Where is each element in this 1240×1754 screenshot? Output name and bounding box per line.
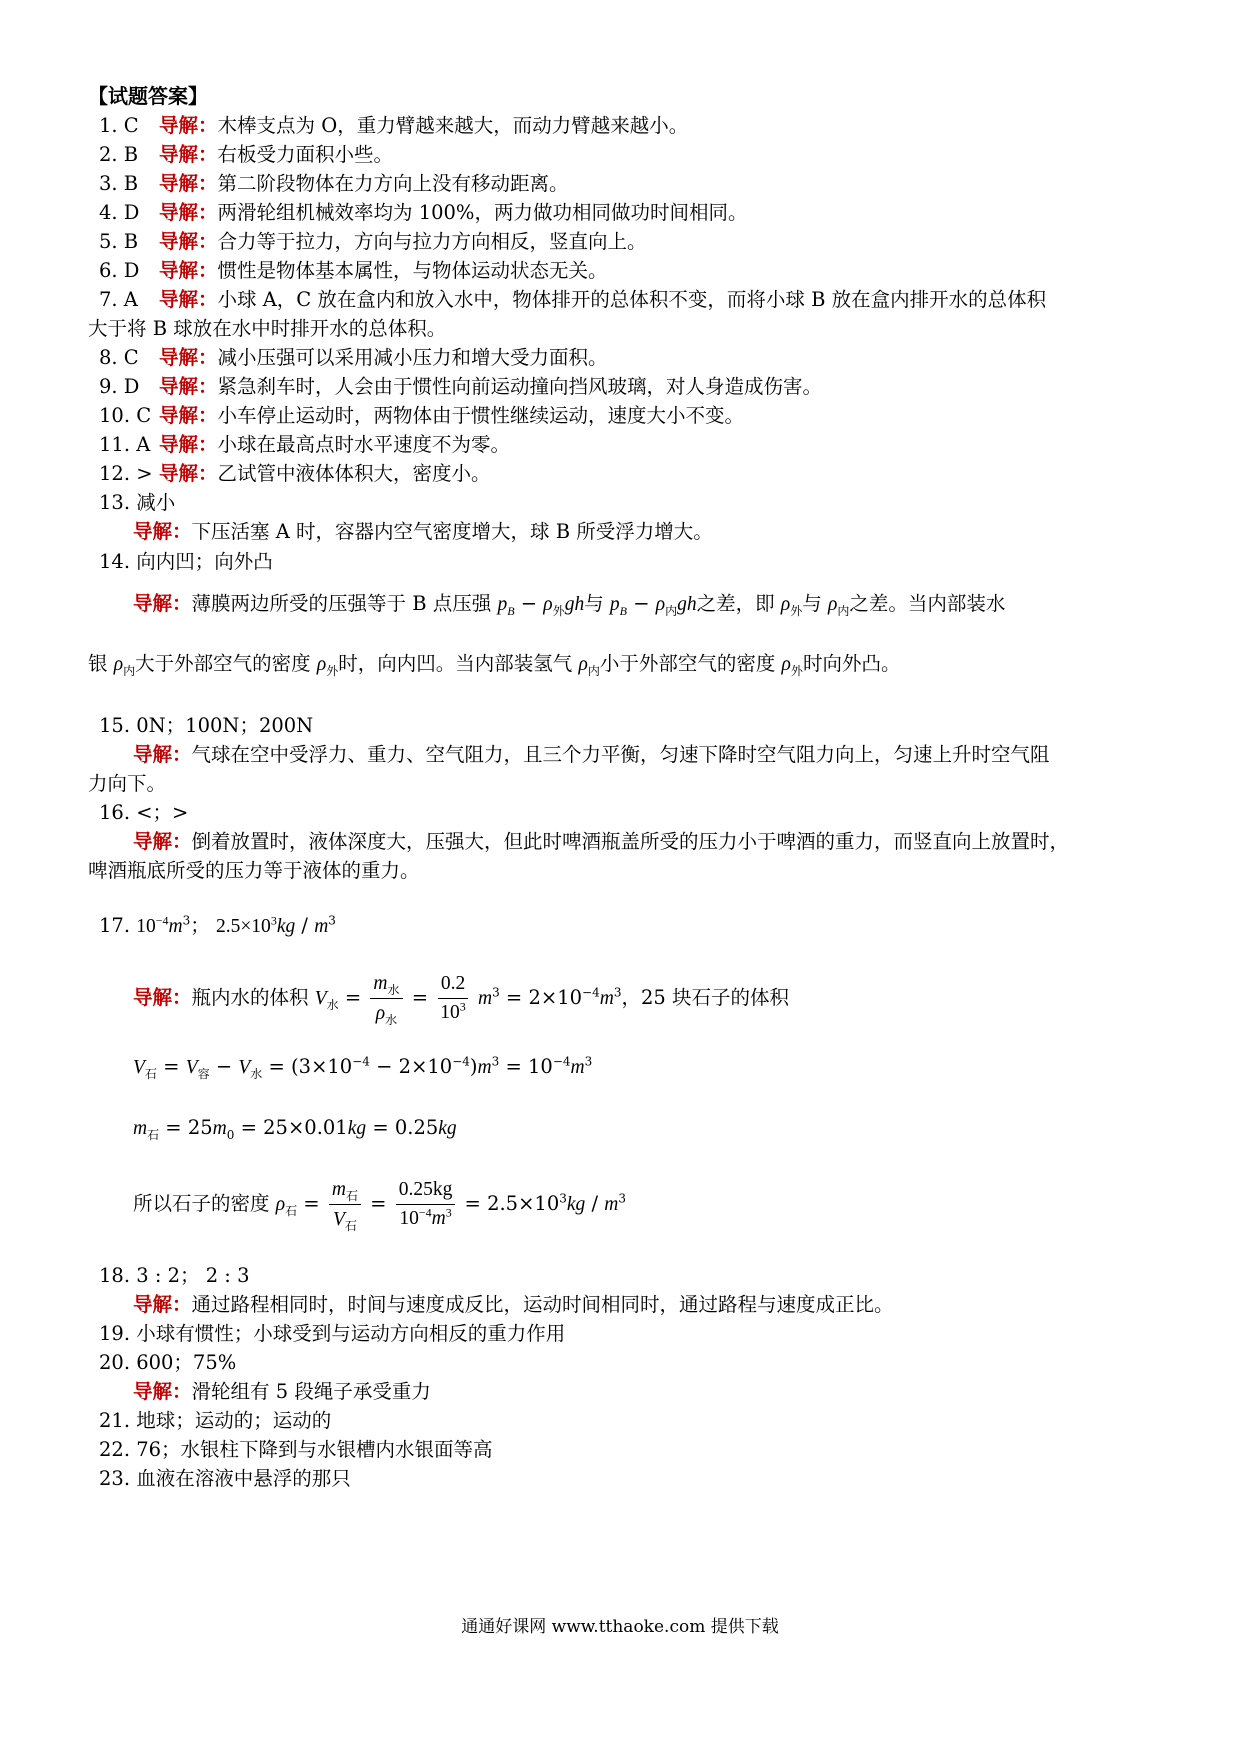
guide-label: 导解： <box>159 172 218 195</box>
answer-20-guide: 导解：滑轮组有 5 段绳子承受重力 <box>133 1380 431 1403</box>
answer-14-guide: 导解：薄膜两边所受的压强等于 B 点压强 $p_B - \rho_外gh$与 $p_B - \rho_内gh$之差，即 $\rho_外$与 $\rho_内$之差。当内部装水 <box>133 592 1006 618</box>
answer-17: 17. $10^{-4}m^3$； $2.5\times 10^3kg / m^3$ <box>99 913 336 937</box>
guide-label: 导解： <box>159 404 218 427</box>
answer-18-guide: 导解：通过路程相同时，时间与速度成反比，运动时间相同时，通过路程与速度成正比。 <box>133 1293 894 1316</box>
answer-3: 3. B 导解：第二阶段物体在力方向上没有移动距离。 <box>99 172 569 195</box>
answer-16: 16. <；> <box>99 801 189 824</box>
answer-4: 4. D 导解：两滑轮组机械效率均为 100%，两力做功相同做功时间相同。 <box>99 201 748 224</box>
guide-label: 导解： <box>133 830 192 853</box>
guide-label: 导解： <box>159 143 218 166</box>
guide-label: 导解： <box>133 1293 192 1316</box>
fraction: $\frac{m_石}{V_石}$ <box>329 1177 361 1232</box>
page-footer: 通通好课网 www.tthaoke.com 提供下载 <box>461 1617 779 1637</box>
answer-9: 9. D 导解：紧急刹车时，人会由于惯性向前运动撞向挡风玻璃，对人身造成伤害。 <box>99 375 823 398</box>
guide-label: 导解： <box>133 1380 192 1403</box>
guide-label: 导解： <box>133 986 192 1009</box>
section-header: 【试题答案】 <box>88 84 208 108</box>
answer-14: 14. 向内凹；向外凸 <box>99 550 273 573</box>
guide-label: 导解： <box>159 462 218 485</box>
fraction: $\frac{0.25kg}{10^{-4}m^3}$ <box>396 1178 456 1231</box>
guide-label: 导解： <box>159 230 218 253</box>
answer-20: 20. 600；75% <box>99 1351 237 1374</box>
answer-1: 1. C 导解：木棒支点为 O，重力臂越来越大，而动力臂越来越小。 <box>99 114 689 137</box>
answer-15-guide: 导解：气球在空中受浮力、重力、空气阻力，且三个力平衡，匀速下降时空气阻力向上，匀速上升时空气阻 <box>133 743 1050 766</box>
answer-17-eq-density: 所以石子的密度 $\rho_石$ = $\frac{m_石}{V_石}$ = $\frac{0.25kg}{10^{-4}m^3}$ = $2.5\times 10^3kg / m^3$ <box>133 1179 626 1233</box>
answer-16-guide: 导解：倒着放置时，液体深度大，压强大，但此时啤酒瓶盖所受的压力小于啤酒的重力，而竖直向上放置时， <box>133 830 1070 853</box>
answer-22: 22. 76；水银柱下降到与水银槽内水银面等高 <box>99 1438 493 1461</box>
answer-2: 2. B 导解：右板受力面积小些。 <box>99 143 394 166</box>
guide-label: 导解： <box>159 375 218 398</box>
answer-7-cont: 大于将 B 球放在水中时排开水的总体积。 <box>88 317 447 340</box>
answer-21: 21. 地球；运动的；运动的 <box>99 1409 332 1432</box>
answer-10: 10. C 导解：小车停止运动时，两物体由于惯性继续运动，速度大小不变。 <box>99 404 745 427</box>
guide-label: 导解： <box>133 592 192 615</box>
guide-label: 导解： <box>133 743 192 766</box>
answer-7: 7. A 导解：小球 A，C 放在盒内和放入水中，物体排开的总体积不变，而将小球 B 放在盒内排开水的总体积 <box>99 288 1047 311</box>
guide-label: 导解： <box>159 288 218 311</box>
answer-5: 5. B 导解：合力等于拉力，方向与拉力方向相反，竖直向上。 <box>99 230 647 253</box>
answer-13: 13. 减小 <box>99 491 176 514</box>
guide-label: 导解： <box>159 201 218 224</box>
guide-label: 导解： <box>133 520 192 543</box>
answer-17-eq-volume: $V_石 = V_容 - V_水 = (3\times 10^{-4} - 2\times 10^{-4})m^3 = 10^{-4}m^3$ <box>133 1054 593 1081</box>
answer-15: 15. 0N；100N；200N <box>99 714 314 737</box>
answer-19: 19. 小球有惯性；小球受到与运动方向相反的重力作用 <box>99 1322 566 1345</box>
answer-16-guide-cont: 啤酒瓶底所受的压力等于液体的重力。 <box>88 859 420 882</box>
fraction: $\frac{m_水}{\rho_水}$ <box>370 971 402 1026</box>
guide-label: 导解： <box>159 346 218 369</box>
answer-6: 6. D 导解：惯性是物体基本属性，与物体运动状态无关。 <box>99 259 608 282</box>
guide-label: 导解： <box>159 433 218 456</box>
answer-14-guide-cont: 银 $\rho_内$大于外部空气的密度 $\rho_外$时，向内凹。当内部装氢气 $\rho_内$小于外部空气的密度 $\rho_外$时向外凸。 <box>88 652 901 678</box>
answer-18: 18. 3 : 2； 2 : 3 <box>99 1264 250 1287</box>
answer-12: 12. > 导解：乙试管中液体体积大，密度小。 <box>99 462 491 485</box>
fraction: $\frac{0.2}{10^3}$ <box>437 972 469 1025</box>
answer-23: 23. 血液在溶液中悬浮的那只 <box>99 1467 351 1490</box>
answer-13-guide: 导解：下压活塞 A 时，容器内空气密度增大，球 B 所受浮力增大。 <box>133 520 713 543</box>
answer-11: 11. A 导解：小球在最高点时水平速度不为零。 <box>99 433 511 456</box>
guide-label: 导解： <box>159 114 218 137</box>
answer-15-guide-cont: 力向下。 <box>88 772 167 795</box>
answer-17-guide: 导解：瓶内水的体积 $V_水$ = $\frac{m_水}{\rho_水}$ = $\frac{0.2}{10^3}$ $m^3 = 2\times 10^{-4}m^3$，25 块石子的体积 <box>133 973 789 1027</box>
guide-label: 导解： <box>159 259 218 282</box>
answer-8: 8. C 导解：减小压强可以采用减小压力和增大受力面积。 <box>99 346 608 369</box>
answer-17-eq-mass: $m_石 = 25m_0 = 25\times 0.01kg = 0.25kg$ <box>133 1116 457 1142</box>
